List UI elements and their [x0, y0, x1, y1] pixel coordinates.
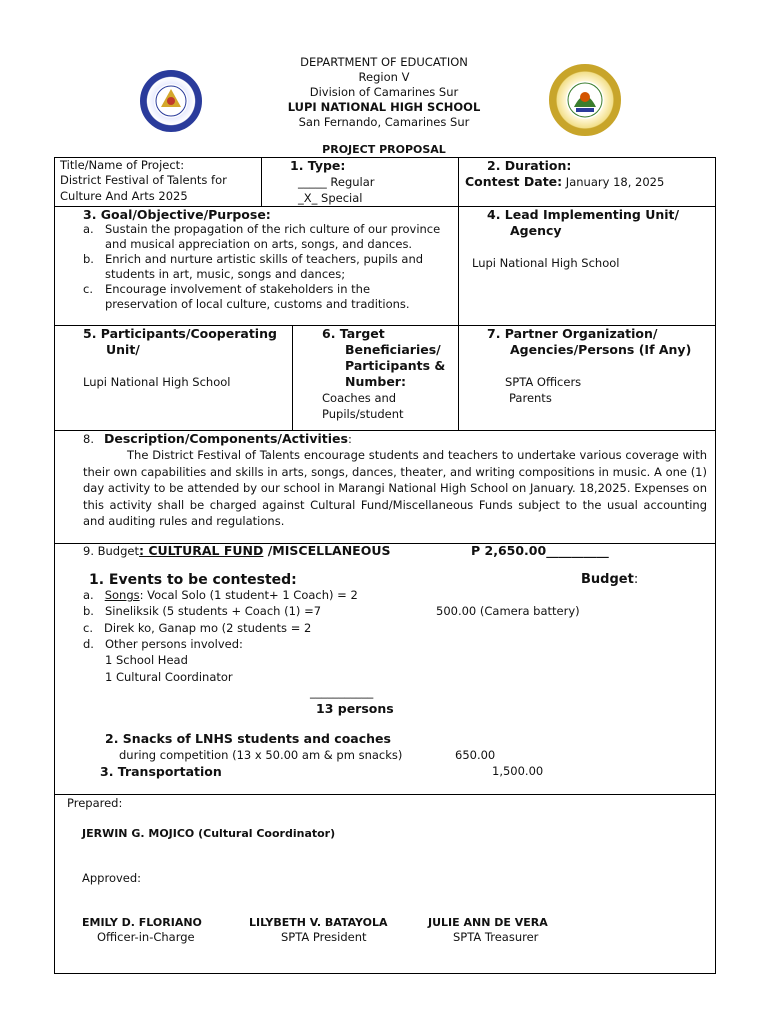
prepared-label: Prepared: — [67, 796, 123, 810]
type-heading: 1. Type: — [290, 158, 346, 173]
signatory-role-3: SPTA Treasurer — [453, 930, 539, 944]
description-heading: 8. Description/Components/Activities: — [83, 431, 352, 446]
lead-unit-heading-line1: 4. Lead Implementing Unit/ — [487, 207, 680, 222]
project-title-value-line2: Culture And Arts 2025 — [60, 189, 188, 203]
participants-value: Lupi National High School — [83, 375, 231, 389]
events-budget-heading: Budget: — [581, 572, 639, 587]
division-name: Division of Camarines Sur — [309, 85, 459, 99]
goal-heading: 3. Goal/Objective/Purpose: — [83, 207, 271, 222]
signatory-role-1: Officer-in-Charge — [97, 930, 195, 944]
signatory-role-2: SPTA President — [281, 930, 367, 944]
lead-unit-value: Lupi National High School — [472, 256, 620, 270]
contest-date-label: Contest Date: — [465, 174, 563, 189]
transport-amount: 1,500.00 — [492, 764, 544, 778]
description-paragraph: The District Festival of Talents encourage students and teachers to undertake various coverage with their own capabilities and skills in arts, songs, dances, theater, and writing compositions in music. A one (1) day activity to be attended by our school in Marangi National High School on January. 18,2025. Expenses on this activity shall be charged against Cultural Fund/Miscellaneous Funds subject to the usual accounting and auditing rules and regulations. — [83, 448, 707, 528]
partner-value-line1: SPTA Officers — [505, 375, 582, 389]
event-item-a: a. Songs: Vocal Solo (1 student+ 1 Coach) = 2 — [83, 588, 358, 602]
snacks-heading: 2. Snacks of LNHS students and coaches — [105, 731, 391, 746]
type-special: _X_ Special — [298, 191, 363, 205]
target-value-line2: Pupils/student — [322, 407, 404, 421]
goal-list — [83, 222, 443, 312]
signatory-name-1: EMILY D. FLORIANO — [82, 916, 202, 929]
participants-heading-line1: 5. Participants/Cooperating — [83, 326, 277, 341]
event-item-b-amount: 500.00 (Camera battery) — [436, 604, 580, 618]
target-heading-line4: Number: — [345, 374, 406, 389]
contest-date-value: January 18, 2025 — [562, 175, 665, 189]
event-item-c: c. Direk ko, Ganap mo (2 students = 2 — [83, 621, 312, 635]
budget-fund-cultural: : CULTURAL FUND — [139, 543, 264, 558]
school-name: LUPI NATIONAL HIGH SCHOOL — [287, 100, 481, 114]
prepared-name: JERWIN G. MOJICO (Cultural Coordinator) — [82, 827, 336, 840]
project-title-value-line1: District Festival of Talents for — [60, 173, 227, 187]
list-item: a. Sustain the propagation of the rich culture of our province and musical appreciation on arts, songs, and dances. — [83, 222, 441, 251]
letterhead — [184, 55, 584, 130]
signatory-name-3: JULIE ANN DE VERA — [428, 916, 548, 929]
project-title-label: Title/Name of Project: — [60, 158, 185, 172]
duration-heading: 2. Duration: — [487, 158, 572, 173]
lead-unit-heading-line2: Agency — [510, 223, 562, 238]
department-name: DEPARTMENT OF EDUCATION — [300, 55, 468, 69]
event-item-d: d. Other persons involved: — [83, 637, 243, 651]
school-location: San Fernando, Camarines Sur — [298, 115, 470, 129]
events-heading: 1. Events to be contested: — [89, 572, 297, 588]
budget-line — [83, 543, 391, 559]
partner-heading-line2: Agencies/Persons (If Any) — [510, 342, 692, 357]
target-value-line1: Coaches and — [322, 391, 397, 405]
signatory-name-2: LILYBETH V. BATAYOLA — [249, 916, 388, 929]
total-underline: ___________ — [310, 685, 374, 699]
budget-fund-misc: /MISCELLANEOUS — [263, 543, 391, 558]
target-heading-line2: Beneficiaries/ — [345, 342, 441, 357]
snacks-detail: during competition (13 x 50.00 am & pm snacks) — [119, 748, 403, 762]
list-item: c. Encourage involvement of stakeholders in the preservation of local culture, customs and traditions. — [83, 282, 410, 311]
budget-label: 9. Budget — [83, 544, 139, 558]
approved-label: Approved: — [82, 871, 142, 885]
target-heading-line3: Participants & — [345, 358, 446, 373]
other-person-1: 1 School Head — [105, 653, 188, 667]
partner-heading-line1: 7. Partner Organization/ — [487, 326, 658, 341]
list-item: b. Enrich and nurture artistic skills of teachers, pupils and students in art, music, songs and dances; — [83, 252, 424, 281]
other-person-2: 1 Cultural Coordinator — [105, 670, 233, 684]
target-heading-line1: 6. Target — [322, 326, 385, 341]
participants-heading-line2: Unit/ — [106, 342, 140, 357]
transport-heading: 3. Transportation — [100, 764, 222, 779]
region-name: Region V — [358, 70, 410, 84]
total-persons: 13 persons — [316, 701, 394, 716]
event-item-b: b. Sineliksik (5 students + Coach (1) =7 — [83, 604, 322, 618]
partner-value-line2: Parents — [509, 391, 552, 405]
document-title: PROJECT PROPOSAL — [322, 143, 446, 156]
contest-date — [465, 174, 664, 190]
snacks-amount: 650.00 — [455, 748, 496, 762]
type-regular: _____ Regular — [298, 175, 375, 189]
budget-amount: P 2,650.00__________ — [471, 543, 609, 558]
